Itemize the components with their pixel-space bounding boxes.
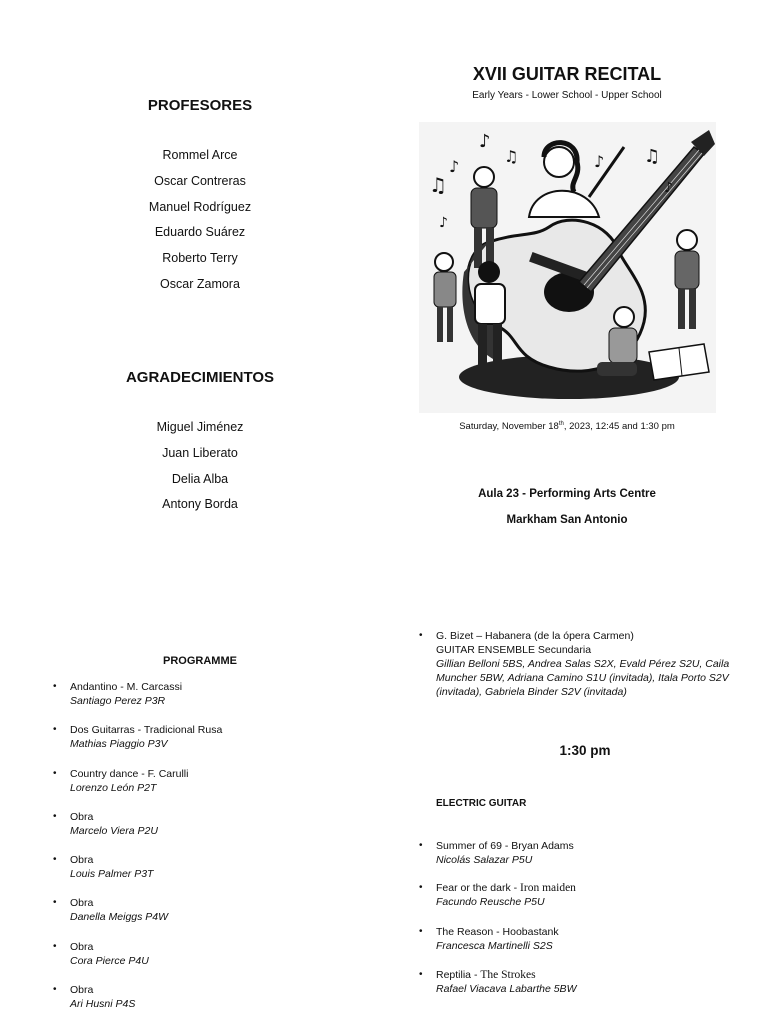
list-item — [53, 810, 158, 838]
profesores-list — [100, 143, 300, 298]
performer-name: Facundo Reusche P5U — [436, 896, 545, 908]
artist-name: Hoobastank — [502, 926, 559, 938]
list-item: Rommel Arce — [162, 148, 238, 162]
bullet-icon: • — [53, 811, 57, 822]
list-item — [419, 925, 559, 953]
bullet-icon: • — [53, 854, 57, 865]
list-item — [53, 896, 169, 924]
song-title: Fear or the dark — [436, 882, 511, 894]
song-title: Summer of 69 — [436, 840, 502, 852]
separator: - — [471, 969, 481, 981]
ensemble-name: GUITAR ENSEMBLE Secundaria — [436, 644, 592, 656]
list-item — [53, 767, 189, 795]
recital-subtitle: Early Years - Lower School - Upper School — [472, 90, 662, 101]
performer-name: Danella Meiggs P4W — [70, 911, 169, 923]
performer-name: Mathias Piaggio P3V — [70, 738, 168, 750]
piece-title: Andantino - M. Carcassi — [70, 681, 183, 693]
separator: - — [493, 926, 503, 938]
svg-text:♫: ♫ — [429, 173, 447, 197]
list-item — [419, 839, 574, 867]
performer-name: Lorenzo León P2T — [70, 782, 157, 794]
svg-text:♪: ♪ — [594, 152, 605, 171]
electric-guitar-heading: ELECTRIC GUITAR — [436, 798, 527, 809]
bullet-icon: • — [419, 969, 423, 980]
event-date: Saturday, November 18th, 2023, 12:45 and 1:30 pm — [459, 421, 675, 433]
performer-names: (invitada), Gabriela Binder S2V (invitada) — [436, 686, 627, 698]
performer-name: Nicolás Salazar P5U — [436, 854, 533, 866]
list-item — [53, 680, 183, 708]
artist-name: Iron maiden — [520, 882, 576, 894]
piece-title: G. Bizet – Habanera (de la ópera Carmen) — [436, 630, 634, 642]
performer-name: Cora Pierce P4U — [70, 955, 149, 967]
artist-name: Bryan Adams — [511, 840, 574, 852]
performer-names: Muncher 5BW, Adriana Camino S1U (invitada), Itala Porto S2V — [436, 672, 729, 684]
agradecimientos-list — [100, 415, 300, 518]
agradecimientos-heading: AGRADECIMIENTOS — [125, 369, 275, 386]
performer-name: Rafael Viacava Labarthe 5BW — [436, 983, 577, 995]
bullet-icon: • — [419, 840, 423, 851]
bullet-icon: • — [53, 724, 57, 735]
list-item: Oscar Contreras — [154, 173, 246, 188]
bullet-icon: • — [419, 926, 423, 937]
song-title: The Reason — [436, 926, 494, 938]
bullet-icon: • — [53, 681, 57, 692]
list-item: Manuel Rodríguez — [148, 199, 252, 214]
list-item: Juan Liberato — [162, 445, 238, 460]
guitar-illustration — [419, 122, 716, 413]
piece-title: Country dance - F. Carulli — [70, 768, 189, 780]
list-item: Delia Alba — [171, 471, 229, 486]
piece-title: Obra — [70, 941, 94, 953]
guitar-children-illustration — [419, 122, 716, 413]
bullet-icon: • — [53, 768, 57, 779]
list-item — [419, 968, 577, 996]
profesores-heading: PROFESORES — [147, 97, 253, 114]
separator: - — [501, 840, 512, 852]
piece-title: Obra — [70, 984, 94, 996]
list-item: Antony Borda — [162, 497, 238, 512]
performer-name: Marcelo Viera P2U — [70, 825, 158, 837]
svg-text:♫: ♫ — [644, 146, 661, 167]
list-item: Miguel Jiménez — [156, 420, 244, 434]
bullet-icon: • — [419, 882, 423, 893]
bullet-icon: • — [419, 630, 423, 641]
list-item: Eduardo Suárez — [154, 225, 246, 240]
separator: - — [510, 882, 521, 894]
list-item — [53, 723, 223, 751]
list-item: Roberto Terry — [162, 251, 238, 266]
artist-name: The Strokes — [480, 969, 536, 981]
list-item — [53, 940, 149, 968]
programme-heading: PROGRAMME — [163, 655, 237, 667]
ensemble-item — [419, 629, 746, 699]
performer-name: Louis Palmer P3T — [70, 868, 154, 880]
svg-text:♪: ♪ — [449, 157, 460, 176]
performer-names: Gillian Belloni 5BS, Andrea Salas S2X, Evald Pérez S2U, Caila — [436, 658, 730, 670]
performer-name: Ari Husni P4S — [70, 998, 136, 1010]
performer-name: Francesca Martinelli S2S — [436, 940, 553, 952]
list-item — [53, 983, 136, 1011]
bullet-icon: • — [53, 897, 57, 908]
piece-title: Dos Guitarras - Tradicional Rusa — [70, 724, 223, 736]
svg-text:♪: ♪ — [664, 180, 673, 196]
venue-line-2: Markham San Antonio — [506, 514, 628, 526]
song-title: Reptilia — [436, 969, 472, 981]
session-time: 1:30 pm — [559, 743, 611, 758]
bullet-icon: • — [53, 984, 57, 995]
svg-text:♪: ♪ — [479, 131, 491, 152]
venue-line-1: Aula 23 - Performing Arts Centre — [478, 488, 656, 500]
list-item — [53, 853, 154, 881]
piece-title: Obra — [70, 854, 94, 866]
recital-title: XVII GUITAR RECITAL — [472, 64, 662, 84]
bullet-icon: • — [53, 941, 57, 952]
list-item: Oscar Zamora — [160, 276, 240, 291]
list-item — [419, 881, 576, 909]
svg-text:♫: ♫ — [504, 147, 519, 166]
performer-name: Santiago Perez P3R — [70, 695, 166, 707]
svg-text:♪: ♪ — [439, 215, 448, 231]
piece-title: Obra — [70, 897, 94, 909]
piece-title: Obra — [70, 811, 94, 823]
